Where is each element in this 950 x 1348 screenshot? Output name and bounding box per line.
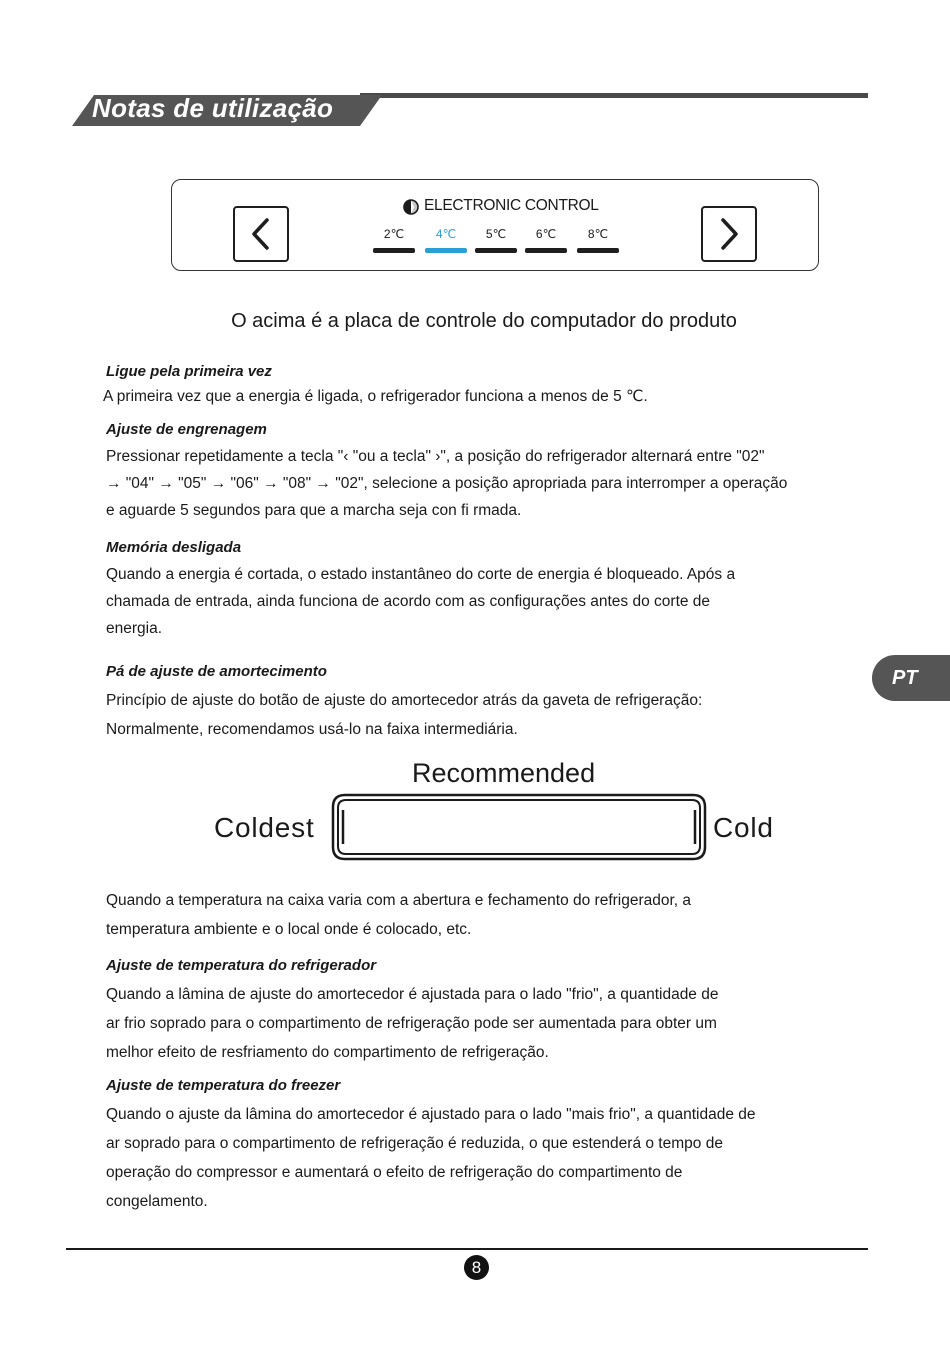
- decrease-temperature-button[interactable]: [233, 206, 289, 262]
- increase-temperature-button[interactable]: [701, 206, 757, 262]
- temp-indicator-bar-selected: [425, 248, 467, 253]
- paragraph-line: energia.: [106, 620, 163, 637]
- chevron-left-icon: [250, 217, 272, 251]
- chevron-right-icon: [718, 217, 740, 251]
- temp-label: 2℃: [383, 227, 405, 241]
- paragraph-line: e aguarde 5 segundos para que a marcha seja con fi rmada.: [106, 502, 522, 519]
- temp-label: 6℃: [535, 227, 557, 241]
- temp-indicator-bar: [475, 248, 517, 253]
- temp-indicator-bar: [577, 248, 619, 253]
- section-heading: Ajuste de temperatura do refrigerador: [106, 957, 377, 974]
- paragraph-line: Quando a temperatura na caixa varia com a abertura e fechamento do refrigerador, a: [106, 892, 692, 909]
- paragraph-line: temperatura ambiente e o local onde é colocado, etc.: [106, 921, 472, 938]
- paragraph-line: A primeira vez que a energia é ligada, o refrigerador funciona a menos de 5 ℃.: [103, 388, 648, 405]
- cold-label: Cold: [713, 812, 774, 843]
- paragraph-line: → "04" → "05" → "06" → "08" → "02", selecione a posição apropriada para interromper a operação: [106, 475, 788, 492]
- footer-rule: [66, 1248, 868, 1250]
- temp-label: 5℃: [485, 227, 507, 241]
- recommended-label: Recommended: [412, 758, 596, 788]
- half-circle-icon: [402, 199, 420, 215]
- temp-indicator-bar: [373, 248, 415, 253]
- temp-indicator-bar: [525, 248, 567, 253]
- paragraph-line: ar frio soprado para o compartimento de refrigeração pode ser aumentada para obter um: [106, 1015, 717, 1032]
- paragraph-line: ar soprado para o compartimento de refrigeração é reduzida, o que estenderá o tempo de: [106, 1135, 723, 1152]
- paragraph-line: congelamento.: [106, 1193, 208, 1210]
- temp-label-selected: 4℃: [435, 227, 457, 241]
- section-heading: Ajuste de engrenagem: [106, 421, 267, 438]
- section-heading: Pá de ajuste de amortecimento: [106, 663, 327, 680]
- paragraph-line: melhor efeito de resfriamento do compartimento de refrigeração.: [106, 1044, 549, 1061]
- paragraph-line: chamada de entrada, ainda funciona de acordo com as configurações antes do corte de: [106, 593, 711, 610]
- paragraph-line: Princípio de ajuste do botão de ajuste do amortecedor atrás da gaveta de refrigeração:: [106, 692, 703, 709]
- temp-label: 8℃: [587, 227, 609, 241]
- section-heading: Ajuste de temperatura do freezer: [106, 1077, 341, 1094]
- electronic-control-label: ELECTRONIC CONTROL: [424, 197, 599, 214]
- section-heading: Memória desligada: [106, 539, 242, 556]
- damper-slider: [331, 793, 707, 861]
- page-number: 8: [464, 1255, 489, 1280]
- paragraph-line: Pressionar repetidamente a tecla "‹ "ou a tecla" ›", a posição do refrigerador alternará entre "02": [106, 448, 765, 465]
- paragraph-line: Quando a lâmina de ajuste do amortecedor é ajustada para o lado "frio", a quantidade de: [106, 986, 719, 1003]
- paragraph-line: operação do compressor e aumentará o efeito de refrigeração do compartimento de: [106, 1164, 683, 1181]
- panel-caption: O acima é a placa de controle do computador do produto: [231, 310, 737, 332]
- header-rule: [360, 93, 868, 98]
- paragraph-line: Quando o ajuste da lâmina do amortecedor é ajustado para o lado "mais frio", a quantidade de: [106, 1106, 756, 1123]
- section-heading: Ligue pela primeira vez: [106, 363, 272, 380]
- coldest-label: Coldest: [214, 812, 315, 843]
- paragraph-line: Quando a energia é cortada, o estado instantâneo do corte de energia é bloqueado. Após a: [106, 566, 736, 583]
- language-tab-label: PT: [892, 667, 918, 689]
- paragraph-line: Normalmente, recomendamos usá-lo na faixa intermediária.: [106, 721, 518, 738]
- page-title: Notas de utilização: [92, 93, 334, 123]
